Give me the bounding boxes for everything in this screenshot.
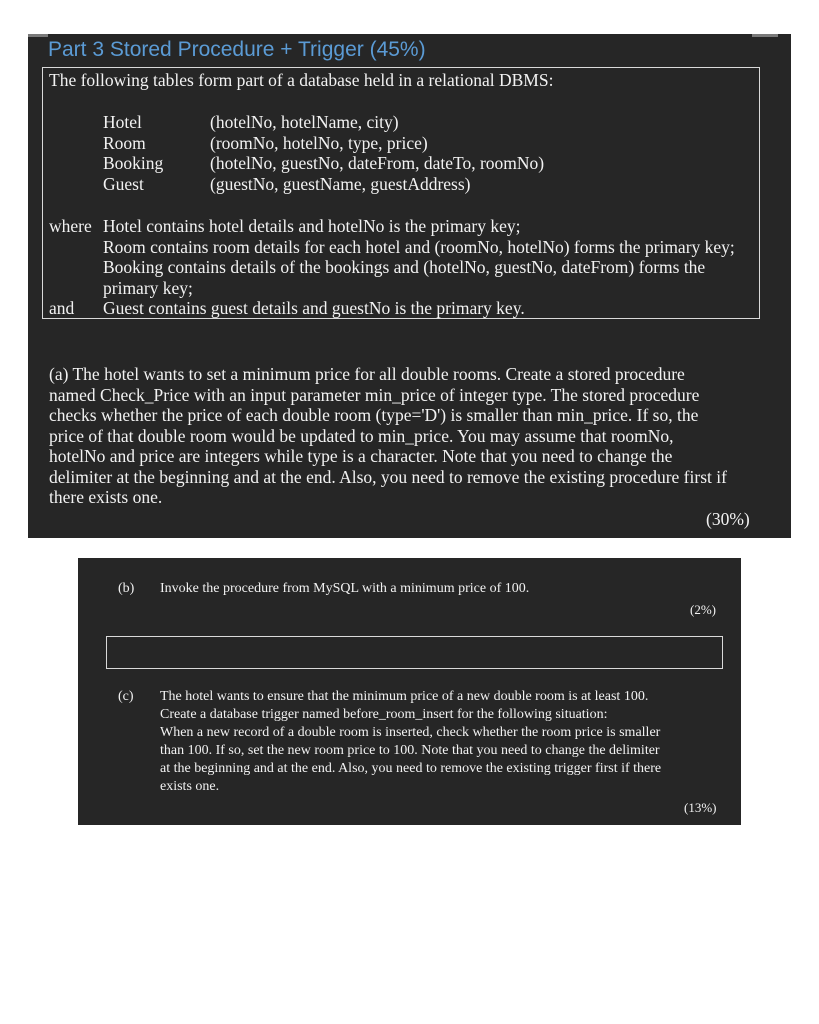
table-fields-guest: (guestNo, guestName, guestAddress)	[210, 174, 471, 194]
part-b-label: (b)	[118, 581, 135, 596]
desc-line: Room contains room details for each hotel and (roomNo, hotelNo) forms the primary key;	[103, 237, 735, 257]
part-a-line: named Check_Price with an input parameter min_price of integer type. The stored procedure	[49, 385, 700, 405]
part-b-percentage: (2%)	[690, 602, 716, 617]
table-name-booking: Booking	[103, 153, 164, 173]
part-a-line: (a) The hotel wants to set a minimum price for all double rooms. Create a stored procedure	[49, 364, 685, 384]
part-c-line: The hotel wants to ensure that the minimum price of a new double room is at least 100.	[160, 689, 649, 704]
part-a-line: price of that double room would be updated to min_price. You may assume that roomNo,	[49, 426, 674, 446]
part-c-line: When a new record of a double room is inserted, check whether the room price is smaller	[160, 725, 661, 740]
intro-text: The following tables form part of a database held in a relational DBMS:	[49, 70, 554, 90]
page-title: Part 3 Stored Procedure + Trigger (45%)	[48, 38, 426, 61]
table-fields-room: (roomNo, hotelNo, type, price)	[210, 133, 428, 153]
part-c-line: than 100. If so, set the new room price to 100. Note that you need to change the delimiter	[160, 743, 660, 758]
part-a-line: delimiter at the beginning and at the end. Also, you need to remove the existing procedure first if	[49, 467, 727, 487]
part-b-text: Invoke the procedure from MySQL with a minimum price of 100.	[160, 581, 530, 596]
and-label: and	[49, 298, 75, 318]
table-fields-booking: (hotelNo, guestNo, dateFrom, dateTo, roomNo)	[210, 153, 545, 173]
answer-box[interactable]	[106, 636, 723, 669]
table-name-guest: Guest	[103, 174, 144, 194]
part-a-percentage: (30%)	[706, 509, 750, 529]
part-a-line: there exists one.	[49, 487, 163, 507]
part-a-line: checks whether the price of each double room (type='D') is smaller than min_price. If so, the	[49, 405, 699, 425]
part-c-line: exists one.	[160, 779, 220, 794]
desc-line: primary key;	[103, 278, 193, 298]
part-c-label: (c)	[118, 689, 134, 704]
desc-line: Booking contains details of the bookings and (hotelNo, guestNo, dateFrom) forms the	[103, 257, 706, 277]
part-a-line: hotelNo and price are integers while type is a character. Note that you need to change the	[49, 446, 673, 466]
part-c-line: at the beginning and at the end. Also, you need to remove the existing trigger first if there	[160, 761, 662, 776]
part-c-percentage: (13%)	[684, 800, 717, 815]
table-name-hotel: Hotel	[103, 112, 142, 132]
table-name-room: Room	[103, 133, 146, 153]
table-fields-hotel: (hotelNo, hotelName, city)	[210, 112, 399, 132]
desc-line: Hotel contains hotel details and hotelNo is the primary key;	[103, 216, 521, 236]
part-c-line: Create a database trigger named before_room_insert for the following situation:	[160, 707, 608, 722]
where-label: where	[49, 216, 92, 236]
desc-line: Guest contains guest details and guestNo is the primary key.	[103, 298, 525, 318]
top-bar-left	[28, 34, 48, 37]
top-bar-right	[752, 34, 778, 37]
